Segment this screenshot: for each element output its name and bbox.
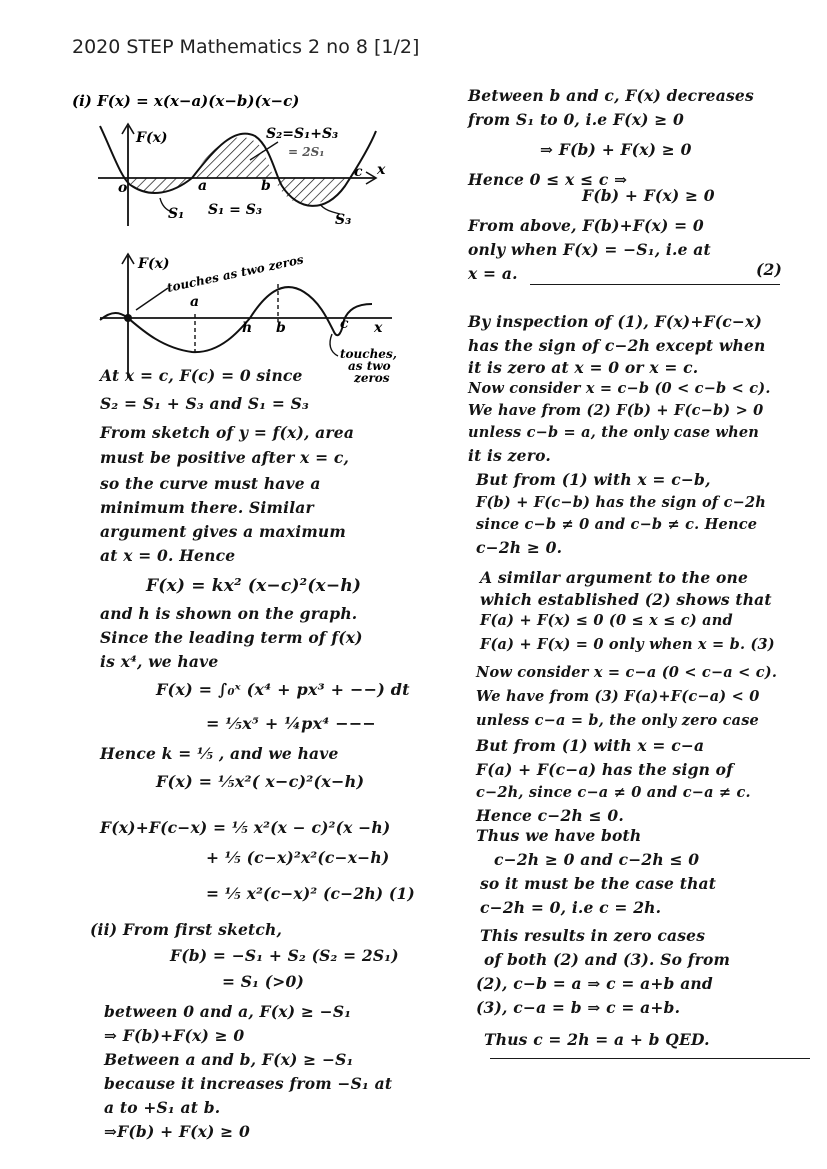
- text-line: has the sign of c−2h except when: [468, 336, 766, 355]
- text-line: Thus we have both: [476, 826, 642, 845]
- text-line: of both (2) and (3). So from: [484, 950, 731, 969]
- label-b: b: [261, 178, 271, 194]
- text-line: F(b) + F(c−b) has the sign of c−2h: [476, 494, 767, 511]
- svg-text:touches as two zeros: touches as two zeros: [165, 252, 305, 295]
- svg-text:S₃: S₃: [335, 212, 352, 228]
- svg-text:zeros: zeros: [354, 371, 390, 383]
- divider-line: [530, 284, 780, 285]
- text-line: minimum there. Similar: [100, 498, 314, 517]
- text-line: From sketch of y = f(x), area: [100, 423, 355, 442]
- text-line: since c−b ≠ 0 and c−b ≠ c. Hence: [476, 516, 758, 533]
- text-line: By inspection of (1), F(x)+F(c−x): [468, 312, 763, 331]
- text-line: Thus c = 2h = a + b QED.: [484, 1030, 710, 1049]
- svg-text:F(x): F(x): [138, 256, 170, 272]
- text-line: at x = 0. Hence: [100, 546, 236, 565]
- text-line: = S₁ (>0): [222, 972, 305, 991]
- text-line: between 0 and a, F(x) ≥ −S₁: [104, 1002, 352, 1021]
- text-line: because it increases from −S₁ at: [104, 1074, 393, 1093]
- svg-text:S₁: S₁: [168, 206, 185, 222]
- graph-one-equation: (i) F(x) = x(x−a)(x−b)(x−c): [72, 92, 300, 110]
- text-line: which established (2) shows that: [480, 590, 772, 609]
- text-line: c−2h ≥ 0 and c−2h ≤ 0: [494, 850, 700, 869]
- text-line: c−2h = 0, i.e c = 2h.: [480, 898, 662, 917]
- divider-line: [490, 1058, 810, 1059]
- page-header: 2020 STEP Mathematics 2 no 8 [1/2]: [72, 36, 420, 58]
- svg-text:F(x): F(x): [136, 130, 168, 146]
- svg-text:x: x: [377, 162, 386, 178]
- text-line: a to +S₁ at b.: [104, 1098, 221, 1117]
- text-line: S₂ = S₁ + S₃ and S₁ = S₃: [100, 394, 309, 413]
- text-line: But from (1) with x = c−b,: [476, 470, 711, 489]
- text-line: Between b and c, F(x) decreases: [468, 86, 754, 105]
- text-line: F(x) = ∫₀ˣ (x⁴ + px³ + −−) dt: [156, 680, 410, 699]
- text-line: from S₁ to 0, i.e F(x) ≥ 0: [468, 110, 685, 129]
- text-line: argument gives a maximum: [100, 522, 347, 541]
- text-line: x = a.: [468, 264, 518, 283]
- text-line: Now consider x = c−b (0 < c−b < c).: [468, 380, 771, 397]
- text-line: F(x) = kx² (x−c)²(x−h): [146, 576, 362, 596]
- text-line: We have from (3) F(a)+F(c−a) < 0: [476, 688, 760, 705]
- text-line: F(a) + F(x) = 0 only when x = b. (3): [480, 636, 775, 653]
- label-c: c: [354, 164, 363, 180]
- text-line: (ii) From first sketch,: [90, 920, 283, 939]
- text-line: c−2h ≥ 0.: [476, 538, 563, 557]
- text-line: Since the leading term of f(x): [100, 628, 363, 647]
- svg-text:c: c: [340, 316, 349, 332]
- text-line: But from (1) with x = c−a: [476, 736, 705, 755]
- label-o: o: [118, 180, 128, 196]
- text-line: Hence k = ⅕ , and we have: [100, 744, 339, 763]
- text-line: it is zero.: [468, 446, 551, 465]
- text-line: must be positive after x = c,: [100, 448, 350, 467]
- text-line: A similar argument to the one: [480, 568, 749, 587]
- svg-text:S₂=S₁+S₃: S₂=S₁+S₃: [266, 126, 339, 142]
- text-line: F(x) = ⅕x²( x−c)²(x−h): [156, 772, 365, 791]
- text-line: ⇒ F(b) + F(x) ≥ 0: [540, 140, 692, 159]
- text-line: (2), c−b = a ⇒ c = a+b and: [476, 974, 713, 993]
- text-line: F(x)+F(c−x) = ⅕ x²(x − c)²(x −h): [100, 818, 391, 837]
- text-line: Hence c−2h ≤ 0.: [476, 806, 624, 825]
- text-line: = ⅕ x²(c−x)² (c−2h) (1): [206, 884, 415, 903]
- text-line: c−2h, since c−a ≠ 0 and c−a ≠ c.: [476, 784, 751, 801]
- text-line: so the curve must have a: [100, 474, 321, 493]
- text-line: only when F(x) = −S₁, i.e at: [468, 240, 711, 259]
- text-line: (3), c−a = b ⇒ c = a+b.: [476, 998, 681, 1017]
- text-line: At x = c, F(c) = 0 since: [100, 366, 303, 385]
- svg-text:touches,: touches,: [340, 347, 397, 361]
- svg-text:S₁ = S₃: S₁ = S₃: [208, 202, 262, 218]
- svg-text:a: a: [190, 294, 200, 310]
- svg-text:as two: as two: [348, 359, 391, 373]
- text-line: + ⅕ (c−x)²x²(c−x−h): [206, 848, 390, 867]
- text-line: and h is shown on the graph.: [100, 604, 358, 623]
- text-line: Now consider x = c−a (0 < c−a < c).: [476, 664, 778, 681]
- text-line: F(b) = −S₁ + S₂ (S₂ = 2S₁): [170, 946, 399, 965]
- text-line: it is zero at x = 0 or x = c.: [468, 358, 699, 377]
- text-line: This results in zero cases: [480, 926, 706, 945]
- svg-text:b: b: [276, 320, 286, 336]
- text-line: ⇒F(b) + F(x) ≥ 0: [104, 1122, 250, 1141]
- text-line: is x⁴, we have: [100, 652, 219, 671]
- label-a: a: [198, 178, 208, 194]
- text-line: ⇒ F(b)+F(x) ≥ 0: [104, 1026, 245, 1045]
- text-line: Between a and b, F(x) ≥ −S₁: [104, 1050, 354, 1069]
- svg-text:= 2S₁: = 2S₁: [288, 145, 325, 159]
- text-line: Hence 0 ≤ x ≤ c ⇒: [468, 170, 628, 189]
- text-line: = ⅕x⁵ + ¼px⁴ −−−: [206, 714, 377, 733]
- text-line: F(b) + F(x) ≥ 0: [582, 186, 715, 205]
- svg-text:x: x: [374, 320, 383, 336]
- text-line: (2): [756, 260, 783, 279]
- text-line: F(a) + F(x) ≤ 0 (0 ≤ x ≤ c) and: [480, 612, 733, 629]
- text-line: We have from (2) F(b) + F(c−b) > 0: [468, 402, 764, 419]
- text-line: From above, F(b)+F(x) = 0: [468, 216, 704, 235]
- text-line: F(a) + F(c−a) has the sign of: [476, 760, 734, 779]
- svg-text:h: h: [242, 320, 253, 336]
- text-line: so it must be the case that: [480, 874, 717, 893]
- text-line: unless c−a = b, the only zero case: [476, 712, 759, 729]
- text-line: unless c−b = a, the only case when: [468, 424, 760, 441]
